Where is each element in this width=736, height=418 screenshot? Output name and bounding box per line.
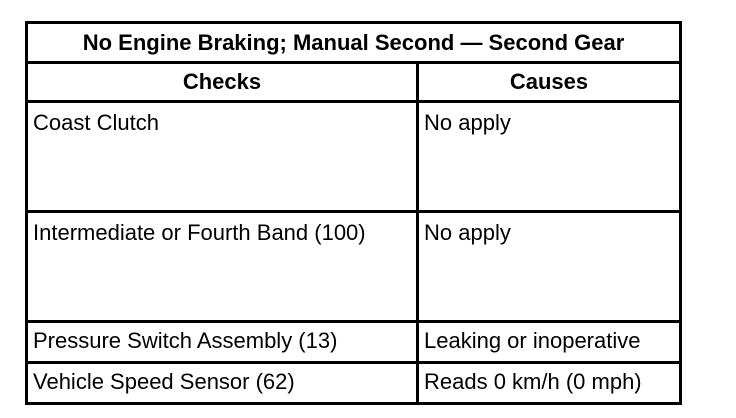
table-row <box>27 363 681 404</box>
cause-cell: Reads 0 km/h (0 mph) <box>418 363 681 404</box>
title-row <box>27 23 681 63</box>
diagnostic-table <box>25 21 682 405</box>
header-checks: Checks <box>27 63 418 102</box>
check-cell: Vehicle Speed Sensor (62) <box>27 363 418 404</box>
cause-cell: No apply <box>418 102 681 212</box>
table-title: No Engine Braking; Manual Second — Second Gear <box>27 23 681 63</box>
check-cell: Coast Clutch <box>27 102 418 212</box>
header-row <box>27 63 681 102</box>
table-row <box>27 322 681 363</box>
cause-cell: Leaking or inoperative <box>418 322 681 363</box>
cause-cell: No apply <box>418 212 681 322</box>
table-row <box>27 102 681 212</box>
check-cell: Pressure Switch Assembly (13) <box>27 322 418 363</box>
header-causes: Causes <box>418 63 681 102</box>
table-row <box>27 212 681 322</box>
check-cell: Intermediate or Fourth Band (100) <box>27 212 418 322</box>
